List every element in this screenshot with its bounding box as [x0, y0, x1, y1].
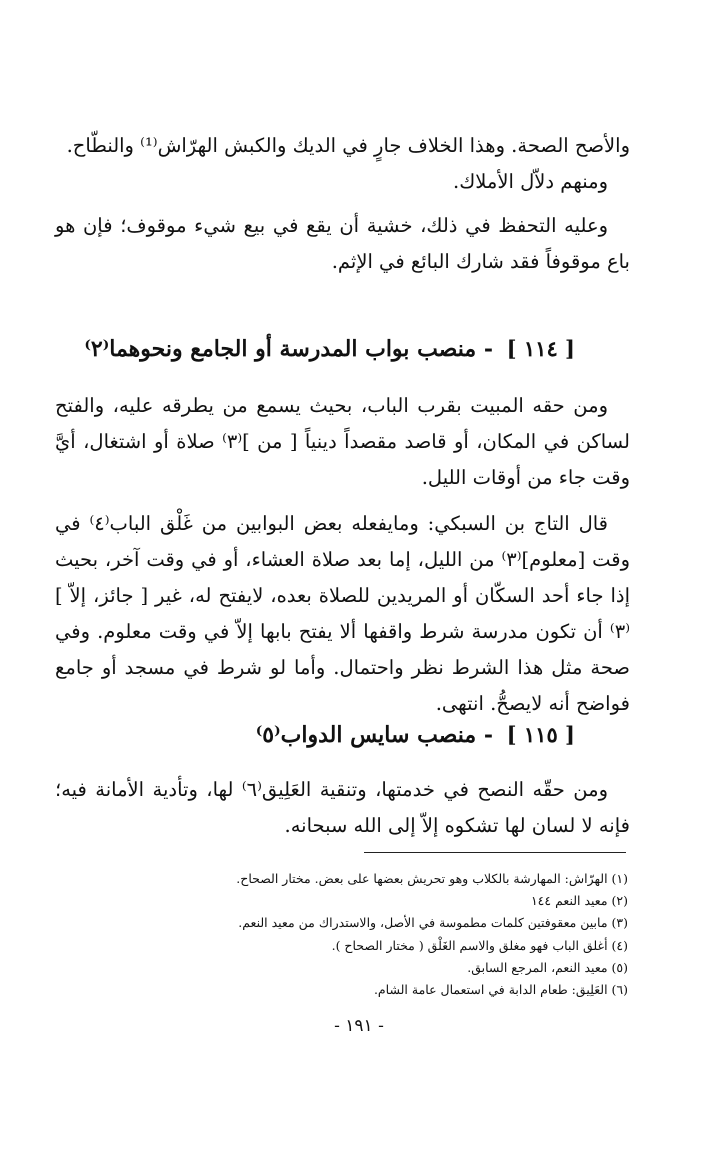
paragraph: ومن حقّه النصح في خدمتها، وتنقية العَلِيق⁽٦⁾ لها، وتأدية الأمانة فيه؛ فإنه لا لسان لها تشكوه إلاّ إلى الله سبحانه.	[55, 778, 630, 837]
section-title: - منصب بواب المدرسة أو الجامع ونحوهما⁽٢⁾	[84, 336, 493, 362]
paragraph: قال التاج بن السبكي: ومايفعله بعض البوابين من غَلْق الباب⁽٤⁾ في وقت [معلوم]⁽٣⁾ من الليل، إما بعد صلاة العشاء، أو في وقت آخر، بحيث إذا جاء أحد السكّان أو المريدين للصلاة بعده، لايفتح له، غير [ جائز، إلاّ ]⁽٣⁾ أن تكون مدرسة شرط واقفها ألا يفتح بابها إلاّ في وقت معلوم. وفي صحة مثل هذا الشرط نظر واحتمال. وأما لو شرط في مسجد أو جامع فواضح أنه لايصحُّ. انتهى.	[55, 512, 630, 715]
section-number: [ ١١٥ ]	[506, 722, 575, 747]
paragraph: ومن حقه المبيت بقرب الباب، بحيث يسمع من يطرقه عليه، والفتح لساكن في المكان، أو قاصد مقصداً دينياً [ من ]⁽٣⁾ صلاة أو اشتغال، أيَّ وقت جاء من أوقات الليل.	[55, 394, 630, 489]
footnote: (١) الهرّاش: المهارشة بالكلاب وهو تحريش بعضها على بعض. مختار الصحاح.	[236, 871, 628, 886]
footnote: (٢) معيد النعم ١٤٤	[530, 893, 628, 909]
paragraph: ومنهم دلاّل الأملاك.	[453, 170, 608, 193]
footnote: (٤) أغلق الباب فهو مغلق والاسم الغَلْق ( مختار الصحاح ).	[331, 937, 628, 953]
section-title: - منصب سايس الدواب⁽٥⁾	[255, 722, 493, 748]
page-number: - ١٩١ -	[334, 1016, 384, 1036]
footnote: (٦) العَلِيق: طعام الدابة في استعمال عامة الشام.	[373, 982, 628, 998]
paragraph: والأصح الصحة. وهذا الخلاف جارٍ في الديك والكبش الهرّاش⁽¹⁾ والنطّاح.	[66, 134, 630, 157]
top-text	[55, 128, 630, 280]
footnote-divider	[364, 852, 626, 853]
section-114-body	[55, 388, 630, 722]
footnotes	[120, 868, 628, 1001]
section-114-heading	[55, 336, 575, 362]
section-number: [ ١١٤ ]	[506, 336, 575, 361]
footnote: (٥) معيد النعم، المرجع السابق.	[467, 959, 628, 975]
paragraph: وعليه التحفظ في ذلك، خشية أن يقع في بيع شيء موقوف؛ فإن هو باع موقوفاً فقد شارك البائع في الإثم.	[55, 214, 630, 273]
section-115-body	[55, 772, 630, 844]
section-115-heading	[55, 722, 575, 748]
footnote: (٣) مابين معقوفتين كلمات مطموسة في الأصل، والاستدراك من معيد النعم.	[238, 915, 628, 931]
